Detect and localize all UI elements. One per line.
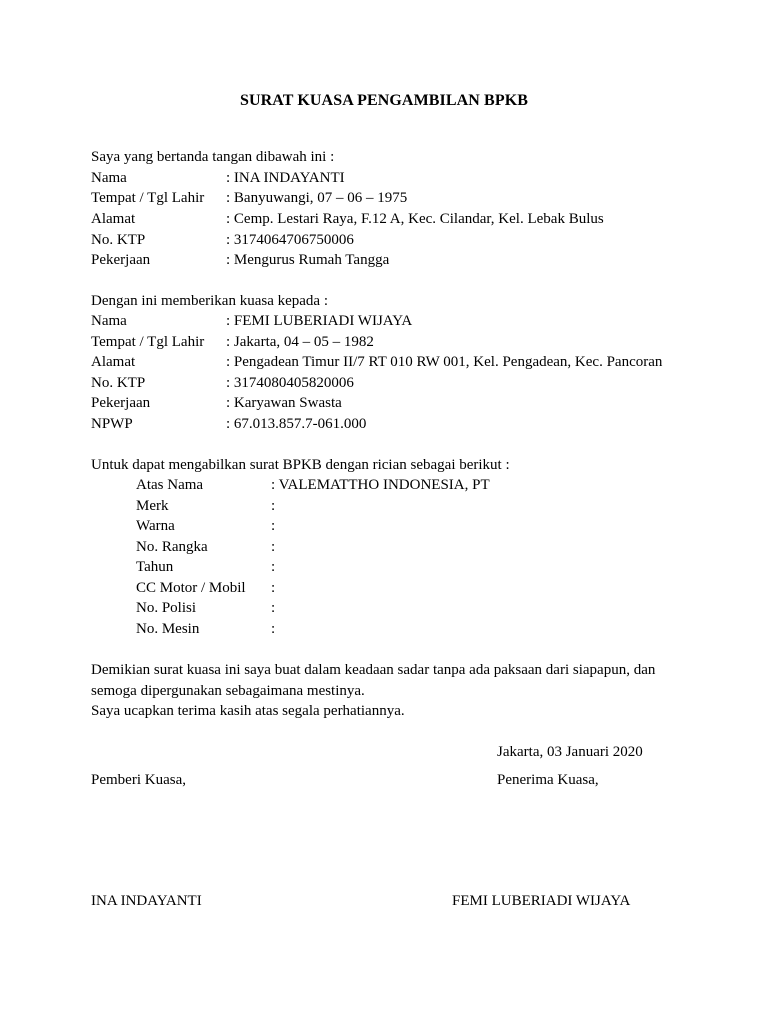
date-place: Jakarta, 03 Januari 2020 — [497, 744, 643, 760]
bpkb-year-value: : — [271, 559, 276, 575]
closing-line-3: Saya ucapkan terima kasih atas segala perhatiannya. — [91, 703, 405, 719]
bpkb-brand-label: Merk — [136, 498, 169, 514]
grantee-role: Penerima Kuasa, — [497, 772, 599, 788]
bpkb-chassis-value: : — [271, 539, 276, 555]
grantor-birth-label: Tempat / Tgl Lahir — [91, 190, 205, 206]
grantee-intro: Dengan ini memberikan kuasa kepada : — [91, 293, 328, 309]
grantee-address-value: : Pengadean Timur II/7 RT 010 RW 001, Kel. Pengadean, Kec. Pancoran — [226, 354, 663, 370]
grantor-name-label: Nama — [91, 170, 127, 186]
grantee-name-value: : FEMI LUBERIADI WIJAYA — [226, 313, 413, 329]
grantee-job-value: : Karyawan Swasta — [226, 395, 342, 411]
bpkb-owner-label: Atas Nama — [136, 477, 204, 493]
grantor-birth-value: : Banyuwangi, 07 – 06 – 1975 — [226, 190, 408, 206]
grantee-signature-name: FEMI LUBERIADI WIJAYA — [452, 893, 631, 909]
grantor-signature-name: INA INDAYANTI — [91, 893, 202, 909]
grantee-name-label: Nama — [91, 313, 127, 329]
closing-line-2: semoga dipergunakan sebagaimana mestinya. — [91, 683, 365, 699]
bpkb-chassis-label: No. Rangka — [136, 539, 208, 555]
grantee-birth-label: Tempat / Tgl Lahir — [91, 334, 205, 350]
grantor-role: Pemberi Kuasa, — [91, 772, 186, 788]
bpkb-color-value: : — [271, 518, 276, 534]
bpkb-engine-value: : — [271, 621, 276, 637]
grantee-ktp-value: : 3174080405820006 — [226, 375, 354, 391]
grantee-ktp-label: No. KTP — [91, 375, 146, 391]
grantee-address-label: Alamat — [91, 354, 136, 370]
bpkb-plate-value: : — [271, 600, 276, 616]
bpkb-cc-label: CC Motor / Mobil — [136, 580, 246, 596]
bpkb-engine-label: No. Mesin — [136, 621, 200, 637]
grantor-job-value: : Mengurus Rumah Tangga — [226, 252, 390, 268]
grantor-ktp-label: No. KTP — [91, 232, 146, 248]
grantee-npwp-value: : 67.013.857.7-061.000 — [226, 416, 367, 432]
grantor-intro: Saya yang bertanda tangan dibawah ini : — [91, 149, 335, 165]
bpkb-color-label: Warna — [136, 518, 175, 534]
grantee-job-label: Pekerjaan — [91, 395, 151, 411]
grantor-job-label: Pekerjaan — [91, 252, 151, 268]
bpkb-year-label: Tahun — [136, 559, 174, 575]
grantee-birth-value: : Jakarta, 04 – 05 – 1982 — [226, 334, 374, 350]
closing-line-1: Demikian surat kuasa ini saya buat dalam keadaan sadar tanpa ada paksaan dari siapapun, dan — [91, 662, 656, 678]
bpkb-plate-label: No. Polisi — [136, 600, 197, 616]
grantee-npwp-label: NPWP — [91, 416, 133, 432]
grantor-ktp-value: : 3174064706750006 — [226, 232, 354, 248]
document-title: SURAT KUASA PENGAMBILAN BPKB — [239, 92, 529, 109]
grantor-address-label: Alamat — [91, 211, 136, 227]
bpkb-cc-value: : — [271, 580, 276, 596]
bpkb-intro: Untuk dapat mengabilkan surat BPKB dengan rician sebagai berikut : — [91, 457, 510, 473]
bpkb-owner-value: : VALEMATTHO INDONESIA, PT — [271, 477, 490, 493]
grantor-address-value: : Cemp. Lestari Raya, F.12 A, Kec. Cilandar, Kel. Lebak Bulus — [226, 211, 604, 227]
grantor-name-value: : INA INDAYANTI — [226, 170, 345, 186]
bpkb-brand-value: : — [271, 498, 276, 514]
